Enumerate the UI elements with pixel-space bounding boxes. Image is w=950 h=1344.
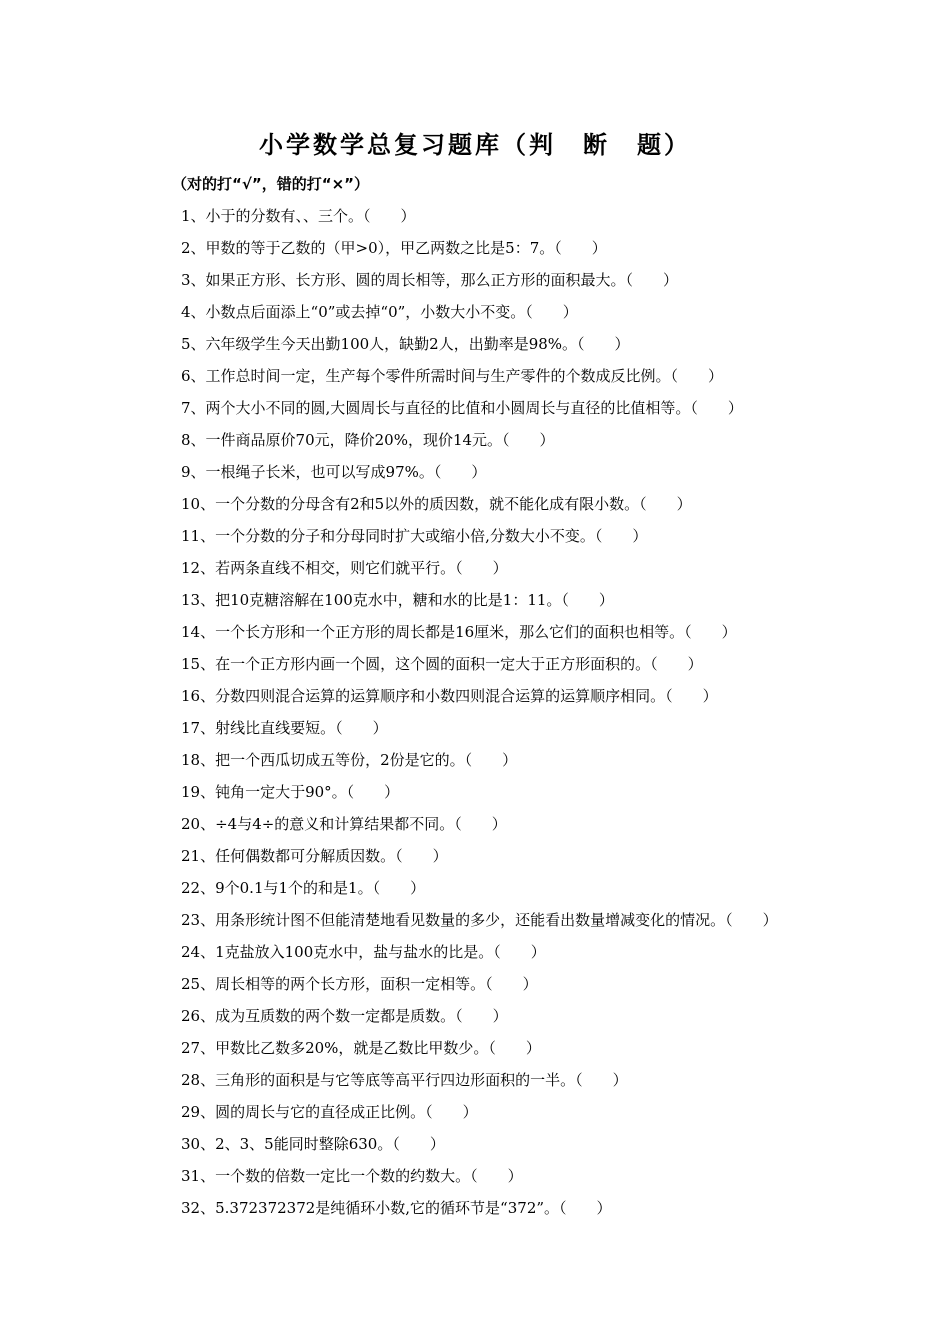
question-item: 10、一个分数的分母含有2和5以外的质因数，就不能化成有限小数。（ ）: [181, 495, 692, 513]
question-item: 9、一根绳子长米，也可以写成97%。（ ）: [181, 463, 487, 481]
question-item: 22、9个0.1与1个的和是1。（ ）: [181, 879, 426, 897]
question-item: 19、钝角一定大于90°。（ ）: [181, 783, 400, 801]
question-item: 31、一个数的倍数一定比一个数的约数大。（ ）: [181, 1167, 523, 1185]
question-item: 1、小于的分数有、、三个。（ ）: [181, 207, 416, 225]
question-item: 18、把一个西瓜切成五等份，2份是它的。（ ）: [181, 751, 518, 769]
question-item: 5、六年级学生今天出勤100人，缺勤2人，出勤率是98%。（ ）: [181, 335, 630, 353]
page-title: 小学数学总复习题库（判 断 题）: [259, 131, 691, 159]
question-item: 4、小数点后面添上“0”或去掉“0”，小数大小不变。（ ）: [181, 303, 578, 321]
question-item: 21、任何偶数都可分解质因数。（ ）: [181, 847, 448, 865]
question-item: 32、5.372372372是纯循环小数,它的循环节是“372”。（ ）: [181, 1199, 612, 1217]
question-item: 20、÷4与4÷的意义和计算结果都不同。（ ）: [181, 815, 507, 833]
instruction-text: （对的打“√”，错的打“×”）: [172, 175, 370, 193]
question-item: 6、工作总时间一定，生产每个零件所需时间与生产零件的个数成反比例。（ ）: [181, 367, 724, 385]
question-item: 13、把10克糖溶解在100克水中，糖和水的比是1：11。（ ）: [181, 591, 614, 609]
question-item: 11、一个分数的分子和分母同时扩大或缩小倍,分数大小不变。（ ）: [181, 527, 648, 545]
question-item: 29、圆的周长与它的直径成正比例。（ ）: [181, 1103, 478, 1121]
question-item: 28、三角形的面积是与它等底等高平行四边形面积的一半。（ ）: [181, 1071, 628, 1089]
question-item: 27、甲数比乙数多20%，就是乙数比甲数少。（ ）: [181, 1039, 541, 1057]
question-item: 12、若两条直线不相交，则它们就平行。（ ）: [181, 559, 508, 577]
question-item: 8、一件商品原价70元，降价20%，现价14元。（ ）: [181, 431, 555, 449]
question-item: 16、分数四则混合运算的运算顺序和小数四则混合运算的运算顺序相同。（ ）: [181, 687, 718, 705]
question-item: 24、1克盐放入100克水中，盐与盐水的比是。（ ）: [181, 943, 546, 961]
question-item: 30、2、3、5能同时整除630。（ ）: [181, 1135, 445, 1153]
question-item: 7、两个大小不同的圆,大圆周长与直径的比值和小圆周长与直径的比值相等。（ ）: [181, 399, 743, 417]
question-item: 2、甲数的等于乙数的（甲>0），甲乙两数之比是5：7。（ ）: [181, 239, 607, 257]
question-item: 25、周长相等的两个长方形，面积一定相等。（ ）: [181, 975, 538, 993]
question-item: 15、在一个正方形内画一个圆，这个圆的面积一定大于正方形面积的。（ ）: [181, 655, 703, 673]
question-item: 17、射线比直线要短。（ ）: [181, 719, 388, 737]
question-item: 23、用条形统计图不但能清楚地看见数量的多少，还能看出数量增减变化的情况。（ ）: [181, 911, 778, 929]
question-item: 14、一个长方形和一个正方形的周长都是16厘米，那么它们的面积也相等。（ ）: [181, 623, 737, 641]
question-item: 26、成为互质数的两个数一定都是质数。（ ）: [181, 1007, 508, 1025]
question-item: 3、如果正方形、长方形、圆的周长相等，那么正方形的面积最大。（ ）: [181, 271, 679, 289]
question-list: [181, 205, 778, 1229]
